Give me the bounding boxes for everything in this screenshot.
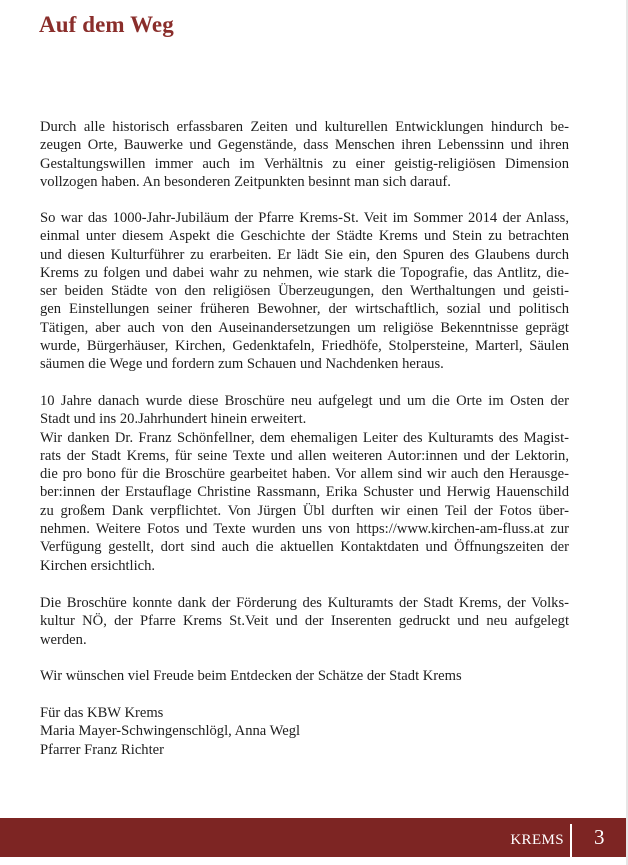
funding-paragraph (40, 594, 569, 649)
text-line: rats der Stadt Krems, für seine Texte und allen weiteren Autor:innen und der Lektorin, (40, 447, 569, 464)
text-line: zu großem Dank verpflichtet. Von Jürgen Übl durften wir einen Teil der Fotos über- (40, 502, 569, 519)
text-line: einmal unter diesem Aspekt die Geschichte der Städte Krems und Stein zu betrachten (40, 228, 569, 245)
page-number: 3 (594, 825, 605, 849)
wishes-paragraph (40, 667, 569, 685)
text-line: Wir danken Dr. Franz Schönfellner, dem ehemaligen Leiter des Kulturamts des Magist- (40, 429, 569, 446)
text-line: Wir wünschen viel Freude beim Entdecken der Schätze der Stadt Krems (40, 668, 462, 684)
text-line: wurde, Bürgerhäuser, Kirchen, Gedenktafeln, Friedhöfe, Stolpersteine, Marterl, Säulen (40, 338, 569, 355)
footer-label: KREMS (510, 832, 564, 848)
text-line: Stadt und ins 20.Jahrhundert hinein erweitert. (40, 411, 307, 428)
text-line: Verfügung gestellt, dort sind auch die aktuellen Kontaktdaten und Öffnungszeiten der (40, 539, 569, 556)
acknowledgements-paragraph (40, 392, 569, 575)
footer-divider (570, 824, 572, 857)
text-line: vollzogen haben. An besonderen Zeitpunkten besinnt man sich darauf. (40, 173, 451, 190)
text-line: Pfarrer Franz Richter (40, 741, 164, 758)
text-line: säumen die Wege und fordern zum Schauen und Nachdenken heraus. (40, 356, 444, 373)
text-line: Krems zu folgen und dabei wahr zu nehmen, wie stark die Topografie, das Antlitz, die- (40, 264, 569, 281)
text-line: Maria Mayer-Schwingenschlögl, Anna Wegl (40, 723, 301, 740)
jubilee-paragraph (40, 209, 569, 374)
text-line: 10 Jahre danach wurde diese Broschüre neu aufgelegt und um die Orte im Osten der (40, 393, 569, 409)
text-line: und diesen Kulturführer zu erarbeiten. Er lädt Sie ein, den Spuren des Glaubens durch (40, 246, 569, 263)
text-line: gen Einstellungen seiner früheren Bewohner, der wirtschaftlich, sozial und politisch (40, 301, 569, 318)
text-line: zeugen Orte, Bauwerke und Gegenstände, dass Menschen ihren Lebenssinn und ihren (40, 137, 569, 154)
text-line: Tätigen, aber auch von den Auseinandersetzungen um religiöse Bekenntnisse geprägt (40, 319, 569, 336)
text-line: ber:innen der Erstauflage Christine Rassmann, Erika Schuster und Herwig Hauenschild (40, 484, 569, 501)
text-line: Durch alle historisch erfassbaren Zeiten und kulturellen Entwicklungen hindurch be- (40, 119, 569, 135)
text-line: Kirchen ersichtlich. (40, 557, 156, 574)
text-line: Gestaltungswillen immer auch im Verhältnis zu einer geistig-religiösen Dimension (40, 155, 569, 172)
text-line: kultur NÖ, der Pfarre Krems St.Veit und der Inserenten gedruckt und neu aufgelegt (40, 613, 569, 630)
signature-block (40, 704, 569, 759)
footer-bar (0, 818, 626, 857)
text-line: die pro bono für die Broschüre gearbeitet haben. Vor allem sind wir auch den Herausge- (40, 466, 569, 483)
text-line: So war das 1000-Jahr-Jubiläum der Pfarre Krems-St. Veit im Sommer 2014 der Anlass, (40, 210, 569, 226)
text-line: Für das KBW Krems (40, 705, 164, 721)
page-title: Auf dem Weg (39, 12, 174, 37)
text-line: nehmen. Weitere Fotos und Texte wurden uns von https://www.kirchen-am-fluss.at zur (40, 521, 569, 538)
intro-paragraph (40, 118, 569, 191)
text-line: ser beiden Städte von den religiösen Überzeugungen, den Werthaltungen und geisti- (40, 283, 569, 300)
text-line: Die Broschüre konnte dank der Förderung des Kulturamts der Stadt Krems, der Volks- (40, 595, 569, 611)
text-line: werden. (40, 631, 87, 648)
